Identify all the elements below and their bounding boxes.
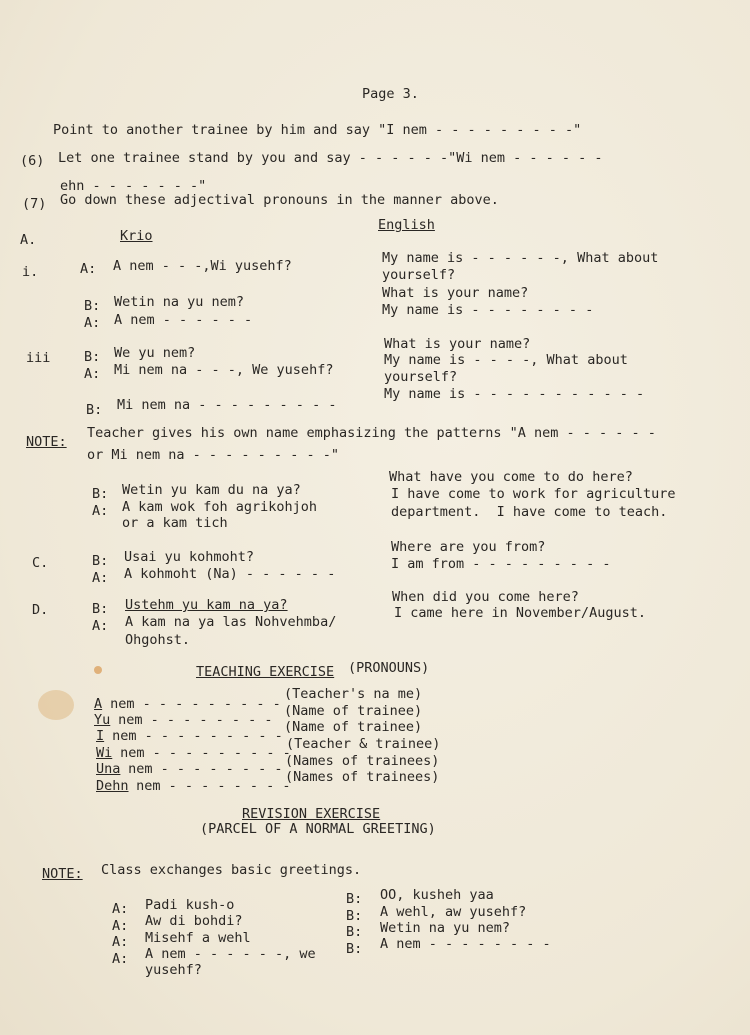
intro-line-1: Point to another trainee by him and say "I nem - - - - - - - - -" — [53, 122, 582, 138]
greeting-line: A nem - - - - - - - - — [380, 936, 551, 952]
english-line: What have you come to do here? — [389, 469, 633, 485]
krio-line: A kam wok foh agrikohjoh — [122, 499, 318, 515]
paper-stain — [38, 690, 74, 720]
pronoun-blank: nem - - - - - - - - - — [104, 728, 283, 744]
page-number: Page 3. — [362, 86, 419, 102]
pronoun-gloss: (Names of trainees) — [285, 753, 440, 769]
krio-line: A nem - - -,Wi yusehf? — [113, 258, 292, 274]
note-text: or Mi nem na - - - - - - - - -" — [87, 447, 339, 463]
speaker-label: A: — [112, 918, 129, 934]
english-line: department. I have come to teach. — [391, 504, 668, 520]
speaker-label: B: — [92, 553, 109, 569]
pronoun: I — [96, 728, 105, 744]
pronoun: Yu — [94, 712, 111, 728]
speaker-label: A: — [112, 951, 129, 967]
krio-line: A kohmoht (Na) - - - - - - — [124, 566, 336, 582]
pronoun: Una — [96, 761, 121, 777]
english-line: yourself? — [382, 267, 456, 283]
english-line: What is your name? — [384, 336, 531, 352]
english-line: My name is - - - - - -, What about — [382, 250, 659, 266]
speaker-label: A: — [92, 618, 109, 634]
krio-line: Wetin yu kam du na ya? — [122, 482, 301, 498]
krio-line: Ohgohst. — [125, 632, 191, 648]
english-line: I came here in November/August. — [394, 605, 646, 621]
dialog-number-d: D. — [32, 602, 49, 618]
krio-line: A kam na ya las Nohvehmba/ — [125, 614, 337, 630]
column-header-english: English — [378, 217, 435, 233]
krio-line: Wetin na yu nem? — [114, 294, 245, 310]
pronoun-gloss: (Teacher's na me) — [284, 686, 423, 702]
english-line: What is your name? — [382, 285, 529, 301]
dialog-number-c: C. — [32, 555, 49, 571]
pronoun-blank: nem - - - - - - - - — [120, 761, 283, 777]
pronoun: Wi — [96, 745, 113, 761]
pronoun: Dehn — [96, 778, 129, 794]
paper-stain-small — [94, 666, 102, 674]
greeting-line: Aw di bohdi? — [145, 913, 243, 929]
speaker-label: A: — [112, 934, 129, 950]
english-line: yourself? — [384, 369, 458, 385]
note-text: Teacher gives his own name emphasizing the patterns "A nem - - - - - - — [87, 425, 656, 441]
item-number-7: (7) — [22, 196, 47, 212]
revision-exercise-subtitle: (PARCEL OF A NORMAL GREETING) — [200, 821, 436, 837]
note-text: Class exchanges basic greetings. — [101, 862, 362, 878]
greeting-line: Misehf a wehl — [145, 930, 251, 946]
item-number-6: (6) — [20, 153, 45, 169]
speaker-label: A: — [92, 570, 109, 586]
krio-line: Mi nem na - - -, We yusehf? — [114, 362, 334, 378]
greeting-line: A wehl, aw yusehf? — [380, 904, 527, 920]
english-line: My name is - - - - - - - - — [382, 302, 594, 318]
english-line: My name is - - - - - - - - - - - — [384, 386, 645, 402]
english-line: I am from - - - - - - - - - — [391, 556, 611, 572]
speaker-label: B: — [346, 908, 363, 924]
intro-line-4: Go down these adjectival pronouns in the manner above. — [60, 192, 499, 208]
note-label: NOTE: — [42, 866, 83, 882]
speaker-label: A: — [92, 503, 109, 519]
note-label: NOTE: — [26, 434, 67, 450]
speaker-label: A: — [84, 315, 101, 331]
revision-exercise-title: REVISION EXERCISE — [242, 806, 381, 822]
intro-line-3: ehn - - - - - - -" — [60, 178, 207, 194]
pronoun-gloss: (Teacher & trainee) — [286, 736, 441, 752]
pronoun-gloss: (Name of trainee) — [284, 719, 423, 735]
krio-line: Mi nem na - - - - - - - - - — [117, 397, 337, 413]
pronoun: A — [94, 696, 103, 712]
krio-line: A nem - - - - - - — [114, 312, 253, 328]
pronoun-blank: nem - - - - - - - - — [110, 712, 273, 728]
greeting-line: Wetin na yu nem? — [380, 920, 511, 936]
speaker-label: B: — [84, 298, 101, 314]
krio-line: or a kam tich — [122, 515, 228, 531]
intro-line-2: Let one trainee stand by you and say - - - - - -"Wi nem - - - - - - — [58, 150, 603, 166]
pronoun-blank: nem - - - - - - - - - — [102, 696, 281, 712]
english-line: My name is - - - -, What about — [384, 352, 628, 368]
dialog-number-i: i. — [22, 264, 39, 280]
column-header-krio: Krio — [120, 228, 153, 244]
dialog-number-iii: iii — [26, 350, 51, 366]
speaker-label: B: — [84, 349, 101, 365]
speaker-label: A: — [112, 901, 129, 917]
greeting-line: yusehf? — [145, 962, 202, 978]
teaching-exercise-subtitle: (PRONOUNS) — [348, 660, 430, 676]
krio-line: Ustehm yu kam na ya? — [125, 597, 288, 613]
speaker-label: B: — [92, 601, 109, 617]
greeting-line: A nem - - - - - -, we — [145, 946, 316, 962]
pronoun-blank: nem - - - - - - - - — [128, 778, 291, 794]
pronoun-gloss: (Names of trainees) — [285, 769, 440, 785]
pronoun-blank: nem - - - - - - - - - — [112, 745, 291, 761]
section-label-a: A. — [20, 232, 37, 248]
english-line: I have come to work for agriculture — [391, 486, 676, 502]
greeting-line: OO, kusheh yaa — [380, 887, 494, 903]
speaker-label: B: — [346, 941, 363, 957]
speaker-label: B: — [346, 891, 363, 907]
speaker-label: B: — [346, 924, 363, 940]
speaker-label: B: — [92, 486, 109, 502]
greeting-line: Padi kush-o — [145, 897, 235, 913]
krio-line: We yu nem? — [114, 345, 196, 361]
krio-line: Usai yu kohmoht? — [124, 549, 255, 565]
english-line: When did you come here? — [392, 589, 579, 605]
english-line: Where are you from? — [391, 539, 546, 555]
speaker-label: A: — [80, 261, 97, 277]
teaching-exercise-title: TEACHING EXERCISE — [196, 664, 335, 680]
speaker-label: B: — [86, 402, 103, 418]
pronoun-gloss: (Name of trainee) — [284, 703, 423, 719]
speaker-label: A: — [84, 366, 101, 382]
